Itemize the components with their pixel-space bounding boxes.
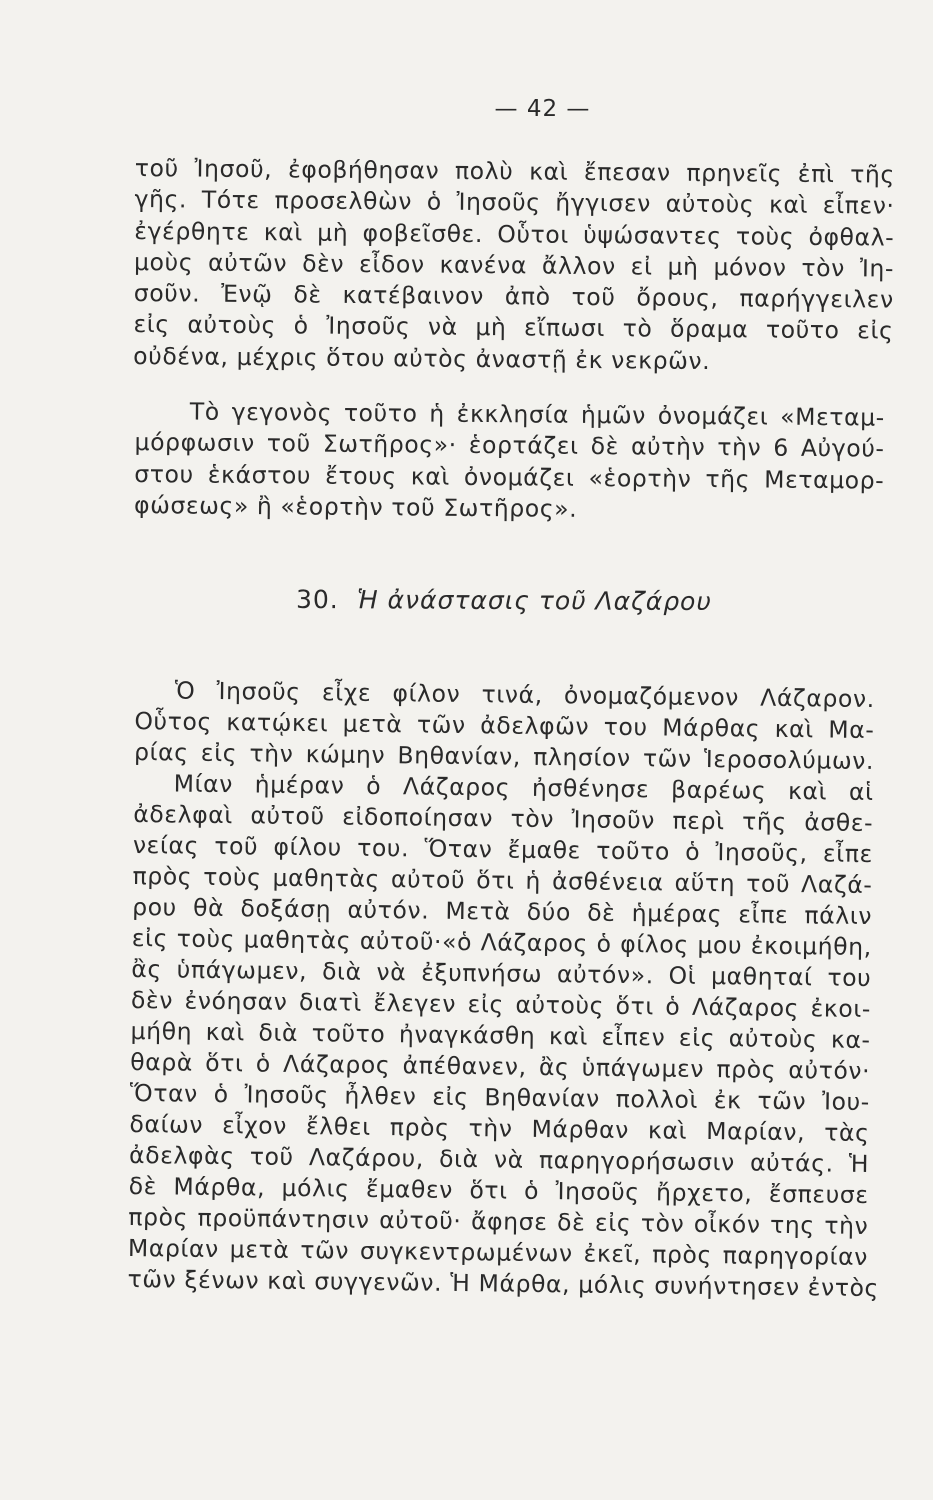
text-line: θαρὰ ὅτι ὁ Λάζαρος ἀπέθανεν, ἂς ὑπάγωμεν πρὸς αὐτόν· bbox=[130, 1047, 871, 1086]
paragraph-transfiguration-end bbox=[133, 153, 895, 379]
text-line: νείας τοῦ φίλου του. Ὅταν ἔμαθε τοῦτο ὁ Ἰησοῦς, εἶπε bbox=[132, 830, 874, 869]
text-line: σοῦν. Ἐνῷ δὲ κατέβαινον ἀπὸ τοῦ ὄρους, παρήγγειλεν bbox=[133, 279, 894, 314]
text-line: εἰς αὐτοὺς ὁ Ἰησοῦς νὰ μὴ εἴπωσι τὸ ὅραμα τοῦτο εἰς bbox=[133, 310, 894, 346]
text-line: στου ἑκάστου ἔτους καὶ ὀνομάζει «ἑορτὴν τῆς Μεταμορ- bbox=[134, 459, 885, 495]
text-line: Μαρίαν μετὰ τῶν συγκεντρωμένων ἐκεῖ, πρὸς παρηγορίαν bbox=[127, 1233, 869, 1271]
text-line: τοῦ Ἰησοῦ, ἐφοβήθησαν πολὺ καὶ ἔπεσαν πρηνεῖς ἐπὶ τῆς bbox=[134, 153, 895, 189]
text-line: ρου θὰ δοξάσῃ αὐτόν. Μετὰ δύο δὲ ἡμέρας εἶπε πάλιν bbox=[131, 892, 873, 931]
text-line: δὲ Μάρθα, μόλις ἔμαθεν ὅτι ὁ Ἰησοῦς ἤρχετο, ἔσπευσε bbox=[128, 1171, 869, 1210]
text-line: δὲν ἐνόησαν διατὶ ἔλεγεν εἰς αὐτοὺς ὅτι ὁ Λάζαρος ἐκοι- bbox=[130, 985, 872, 1024]
text-line: ἀδελφὰς τοῦ Λαζάρου, διὰ νὰ παρηγορήσωσιν αὐτάς. Ἡ bbox=[128, 1140, 870, 1179]
text-line: γῆς. Τότε προσελθὼν ὁ Ἰησοῦς ἤγγισεν αὐτοὺς καὶ εἶπεν· bbox=[134, 185, 895, 220]
text-line: ἂς ὑπάγωμεν, διὰ νὰ ἐξυπνήσω αὐτόν». Οἱ μαθηταί του bbox=[131, 954, 872, 993]
text-line: ἀδελφαὶ αὐτοῦ εἰδοποίησαν τὸν Ἰησοῦν περὶ τῆς ἀσθε- bbox=[133, 799, 874, 838]
text-line: Τὸ γεγονὸς τοῦτο ἡ ἐκκλησία ἡμῶν ὀνομάζει «Μεταμ- bbox=[189, 397, 885, 432]
text-line: ρίας εἰς τὴν κώμην Βηθανίαν, πλησίον τῶν Ἱεροσολύμων. bbox=[133, 737, 875, 776]
text-line: μήθη καὶ διὰ τοῦτο ἠναγκάσθη καὶ εἶπεν εἰς αὐτοὺς κα- bbox=[130, 1016, 871, 1055]
text-line: μόρφωσιν τοῦ Σωτῆρος»· ἑορτάζει δὲ αὐτὴν τὴν 6 Αὐγού- bbox=[134, 428, 885, 463]
text-line: Μίαν ἡμέραν ὁ Λάζαρος ἠσθένησε βαρέως καὶ αἱ bbox=[173, 769, 874, 807]
page-number: — 42 — bbox=[494, 96, 591, 122]
paragraph-lazarus bbox=[127, 675, 880, 1304]
text-line: δαίων εἶχον ἔλθει πρὸς τὴν Μάρθαν καὶ Μαρίαν, τὰς bbox=[129, 1109, 870, 1148]
section-heading bbox=[296, 585, 712, 616]
text-line: εἰς τοὺς μαθητὰς αὐτοῦ·«ὁ Λάζαρος ὁ φίλος μου ἐκοιμήθη, bbox=[131, 923, 872, 962]
text-line: πρὸς προϋπάντησιν αὐτοῦ· ἄφησε δὲ εἰς τὸν οἶκόν της τὴν bbox=[128, 1202, 869, 1240]
section-number: 30. bbox=[295, 584, 339, 615]
text-line: Ὁ Ἰησοῦς εἶχε φίλον τινά, ὀνομαζόμενον Λάζαρον. bbox=[174, 676, 875, 714]
text-line: τῶν ξένων καὶ συγγενῶν. Ἡ Μάρθα, μόλις συνήντησεν ἐντὸς bbox=[127, 1264, 880, 1303]
text-line: Οὗτος κατῴκει μετὰ τῶν ἀδελφῶν του Μάρθας καὶ Μα- bbox=[134, 706, 875, 745]
paragraph-feast-note bbox=[134, 396, 885, 528]
text-line: Ὅταν ὁ Ἰησοῦς ἦλθεν εἰς Βηθανίαν πολλοὶ ἐκ τῶν Ἰου- bbox=[129, 1078, 871, 1117]
text-line: ἐγέρθητε καὶ μὴ φοβεῖσθε. Οὗτοι ὑψώσαντες τοὺς ὀφθαλ- bbox=[134, 216, 895, 252]
text-line: οὐδένα, μέχρις ὅτου αὐτὸς ἀναστῇ ἐκ νεκρῶν. bbox=[133, 341, 711, 375]
section-title: Ἡ ἀνάστασις τοῦ Λαζάρου bbox=[356, 585, 712, 617]
text-line: φώσεως» ἢ «ἑορτὴν τοῦ Σωτῆρος». bbox=[133, 490, 578, 523]
text-line: μοὺς αὐτῶν δὲν εἶδον κανένα ἄλλον εἰ μὴ μόνον τὸν Ἰη- bbox=[133, 247, 895, 283]
text-line: πρὸς τοὺς μαθητὰς αὐτοῦ ὅτι ἡ ἀσθένεια αὕτη τοῦ Λαζά- bbox=[132, 861, 873, 900]
